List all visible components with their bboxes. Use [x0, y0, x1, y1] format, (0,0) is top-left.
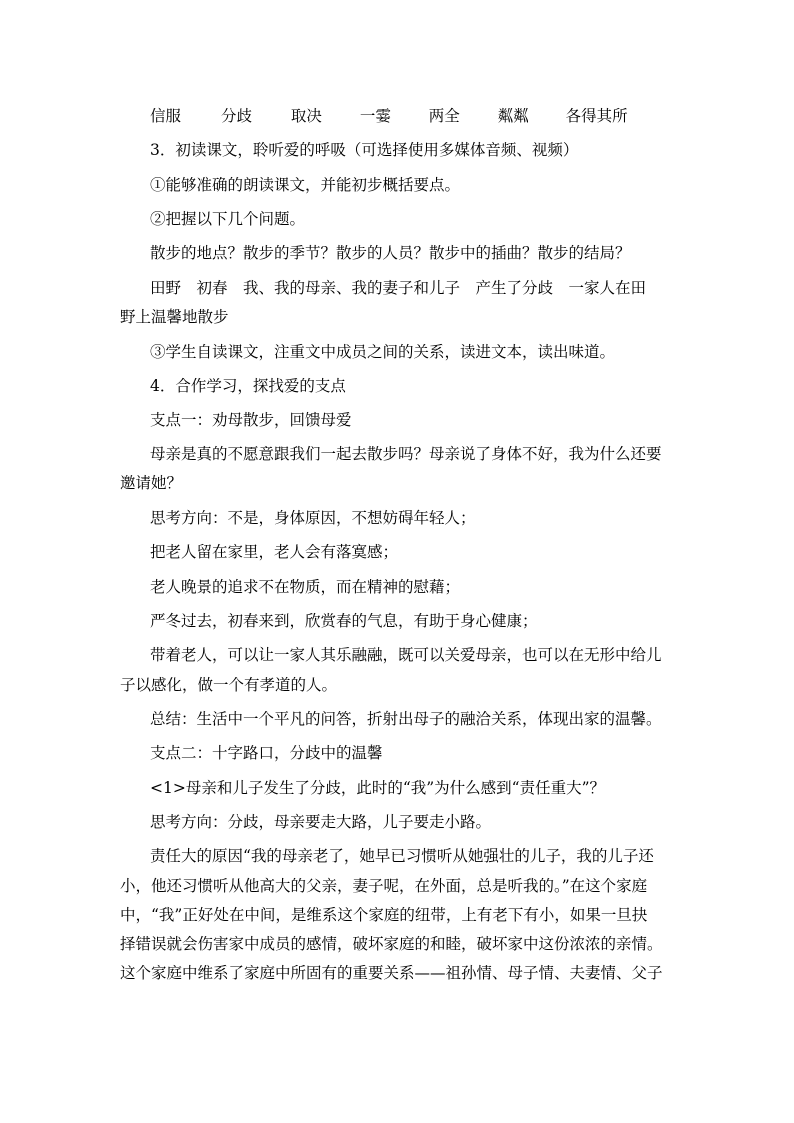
paragraph-line: 小，他还习惯听从他高大的父亲，妻子呢，在外面，总是听我的。”在这个家庭 [120, 877, 648, 895]
section-heading-4: 4．合作学习，探找爱的支点 [150, 377, 346, 395]
vocabulary-row [150, 106, 628, 126]
subheading: 支点二：十字路口，分歧中的温馨 [150, 744, 383, 762]
vocab-word: 取决 [290, 107, 322, 125]
paragraph-line: 母亲是真的不愿意跟我们一起去散步吗？母亲说了身体不好，我为什么还要 [150, 445, 662, 463]
vocab-word: 两全 [428, 107, 460, 125]
vocab-word: 粼粼 [497, 107, 529, 125]
paragraph-line: 思考方向：不是，身体原因，不想妨碍年轻人； [150, 509, 476, 527]
subheading: 支点一：劝母散步，回馈母爱 [150, 411, 352, 429]
vocab-word: 分歧 [220, 107, 252, 125]
paragraph-line: 子以感化，做一个有孝道的人。 [120, 676, 338, 694]
vocab-word: 一霎 [359, 107, 391, 125]
section-heading-3: 3．初读课文，聆听爱的呼吸（可选择使用多媒体音频、视频） [150, 141, 579, 159]
paragraph-line: 带着老人，可以让一家人其乐融融，既可以关爱母亲，也可以在无形中给儿 [150, 646, 662, 664]
paragraph-line: 邀请她？ [120, 474, 183, 492]
answer-line: 野上温馨地散步 [120, 308, 229, 326]
question-line: 散步的地点？散步的季节？散步的人员？散步中的插曲？散步的结局？ [150, 244, 631, 262]
paragraph-line: <1>母亲和儿子发生了分歧，此时的“我”为什么感到“责任重大”？ [150, 779, 606, 797]
paragraph-line: 思考方向：分歧，母亲要走大路，儿子要走小路。 [150, 813, 492, 831]
paragraph-line: 责任大的原因“我的母亲老了，她早已习惯听从她强壮的儿子，我的儿子还 [150, 847, 654, 865]
list-item: ②把握以下几个问题。 [150, 210, 306, 228]
list-item: ③学生自读课文，注重文中成员之间的关系，读进文本，读出味道。 [150, 343, 616, 361]
paragraph-line: 老人晚景的追求不在物质，而在精神的慰藉； [150, 578, 461, 596]
answer-line: 田野 初春 我、我的母亲、我的妻子和儿子 产生了分歧 一家人在田 [150, 279, 647, 297]
paragraph-line: 择错误就会伤害家中成员的感情，破坏家庭的和睦，破坏家中这份浓浓的亲情。 [120, 935, 663, 953]
summary-line: 总结：生活中一个平凡的问答，折射出母子的融洽关系，体现出家的温馨。 [150, 710, 662, 728]
paragraph-line: 把老人留在家里，老人会有落寞感； [150, 543, 399, 561]
paragraph-line: 中，“我”正好处在中间，是维系这个家庭的纽带，上有老下有小，如果一旦抉 [120, 906, 648, 924]
vocab-word: 各得其所 [565, 107, 628, 125]
list-item: ①能够准确的朗读课文，并能初步概括要点。 [150, 176, 461, 194]
paragraph-line: 这个家庭中维系了家庭中所固有的重要关系——祖孙情、母子情、夫妻情、父子 [120, 964, 663, 982]
paragraph-line: 严冬过去，初春来到，欣赏春的气息，有助于身心健康； [150, 612, 538, 630]
vocab-word: 信服 [150, 107, 182, 125]
